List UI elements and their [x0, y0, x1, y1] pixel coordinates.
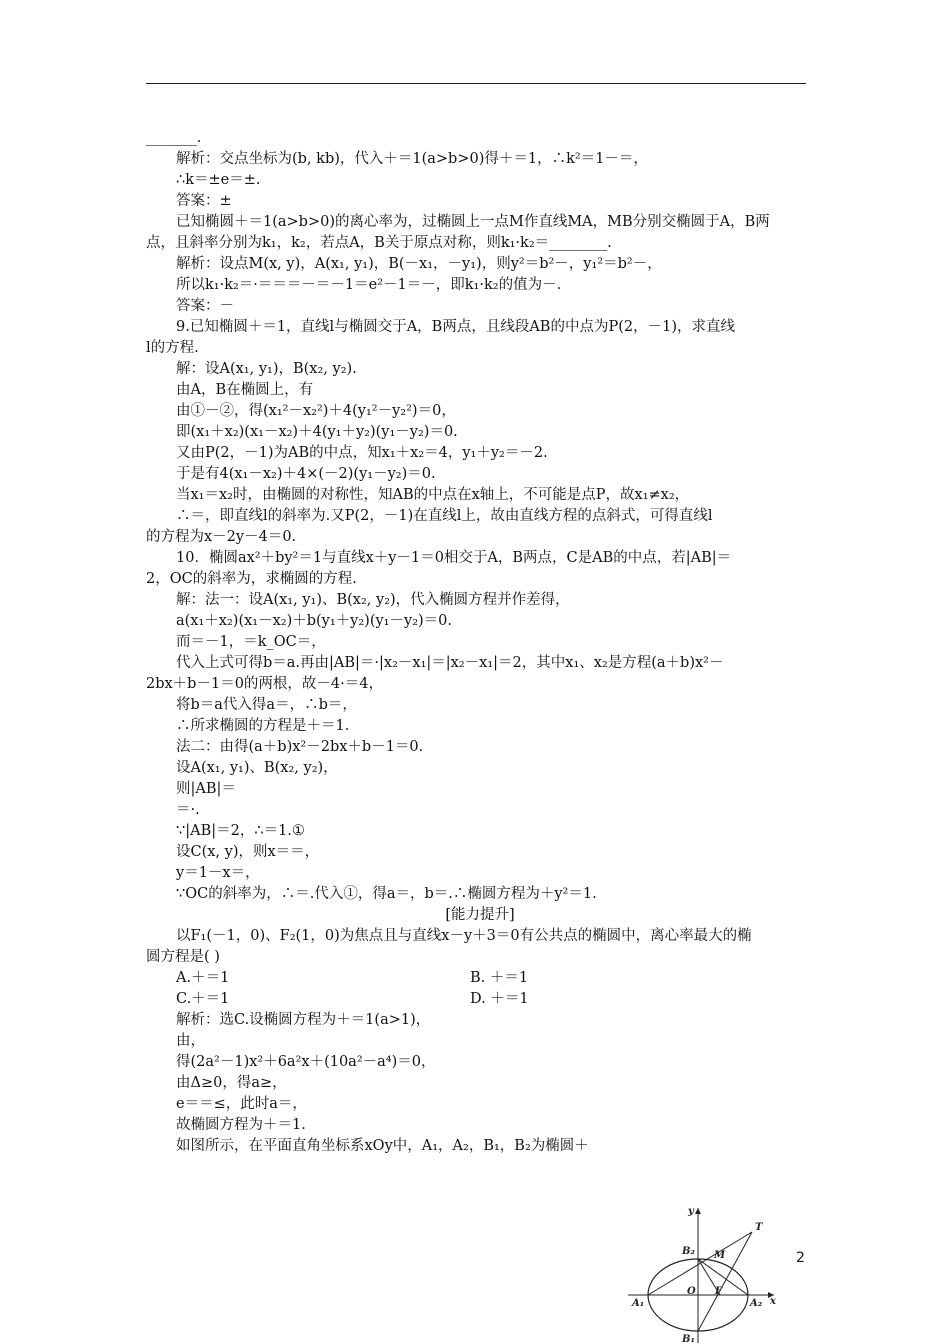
text-line: 则|AB|＝ — [176, 781, 236, 797]
text-line: e＝＝≤，此时a＝， — [176, 1096, 307, 1112]
text-line: 2bx＋b－1＝0的两根，故－4·＝4， — [146, 676, 383, 692]
text-line: 由， — [176, 1033, 205, 1049]
text-line: 圆方程是( ) — [146, 949, 220, 965]
label-a1: A₁ — [632, 1298, 645, 1309]
text-line: 10．椭圆ax²＋by²＝1与直线x＋y－1＝0相交于A，B两点，C是AB的中点，若|AB|＝ — [176, 550, 732, 566]
text-line: 代入上式可得b＝a.再由|AB|＝·|x₂－x₁|＝|x₂－x₁|＝2，其中x₁、x₂是方程(a＋b)x²－ — [176, 655, 724, 671]
y-axis-arrow — [695, 1208, 701, 1214]
text-line: 如图所示，在平面直角坐标系xOy中，A₁，A₂，B₁，B₂为椭圆＋ — [176, 1138, 589, 1154]
text-line: 即(x₁＋x₂)(x₁－x₂)＋4(y₁＋y₂)(y₁－y₂)＝0. — [176, 424, 458, 440]
text-line: l的方程. — [146, 340, 199, 356]
text-line: ∵OC的斜率为，∴＝.代入①，得a＝，b＝.∴椭圆方程为＋y²＝1. — [176, 886, 597, 902]
document-body — [146, 128, 814, 1157]
option-b: B. ＋＝1 — [470, 970, 529, 986]
text-line: a(x₁＋x₂)(x₁－x₂)＋b(y₁＋y₂)(y₁－y₂)＝0. — [176, 613, 452, 629]
label-a2: A₂ — [750, 1298, 763, 1309]
text-line: ∴k＝±e＝±. — [176, 172, 261, 188]
text-line: ∵|AB|＝2，∴＝1.① — [176, 823, 305, 839]
text-line: 得(2a²－1)x²＋6a²x＋(10a²－a⁴)＝0， — [176, 1054, 436, 1070]
text-line: 解析：设点M(x, y)，A(x₁, y₁)，B(－x₁，－y₁)，则y²＝b²－，y₁²＝b²－， — [176, 256, 662, 272]
text-line: 将b＝a代入得a＝，∴b＝， — [176, 697, 357, 713]
question-text-block — [146, 926, 814, 968]
text-line: ＝·. — [176, 802, 200, 818]
text-line: 设C(x, y)，则x＝＝， — [176, 844, 320, 860]
text-line: 解：法一：设A(x₁, y₁)、B(x₂, y₂)，代入椭圆方程并作差得， — [176, 592, 570, 608]
text-line: 解析：交点坐标为(b, kb)，代入＋＝1(a>b>0)得＋＝1，∴k²＝1－＝， — [176, 151, 648, 167]
page-number: 2 — [796, 1250, 805, 1266]
text-line: 当x₁＝x₂时，由椭圆的对称性，知AB的中点在x轴上，不可能是点P，故x₁≠x₂， — [176, 487, 690, 503]
ellipse-diagram — [622, 1200, 782, 1344]
text-line: 由A，B在椭圆上，有 — [176, 382, 314, 398]
text-line: 所以k₁·k₂＝·＝＝＝－＝－1＝e²－1＝－，即k₁·k₂的值为－. — [176, 277, 562, 293]
section-title: [能力提升] — [445, 907, 515, 923]
text-line: ∴＝，即直线l的斜率为.又P(2，－1)在直线l上，故由直线方程的点斜式，可得直线l — [176, 508, 713, 524]
label-f: F — [715, 1286, 723, 1297]
text-line: 由Δ≥0，得a≥， — [176, 1075, 287, 1091]
solution-text-block — [146, 128, 814, 905]
option-c: C.＋＝1 — [176, 991, 230, 1007]
line-b2-a2 — [698, 1259, 748, 1295]
text-line: 由①－②，得(x₁²－x₂²)＋4(y₁²－y₂²)＝0， — [176, 403, 456, 419]
ellipse-figure — [622, 1200, 782, 1344]
text-line: 点，且斜率分别为k₁，k₂，若点A，B关于原点对称，则k₁·k₂＝________. — [146, 235, 612, 251]
options-row-cd — [146, 989, 814, 1010]
text-line: 2，OC的斜率为，求椭圆的方程. — [146, 571, 357, 587]
options-row-ab — [146, 968, 814, 989]
line-a1-t — [648, 1232, 752, 1295]
header-rule — [146, 83, 806, 84]
text-line: 以F₁(－1，0)、F₂(1，0)为焦点且与直线x－y＋3＝0有公共点的椭圆中，离心率最大的椭 — [176, 928, 752, 944]
label-o: O — [687, 1286, 696, 1297]
option-d: D. ＋＝1 — [470, 991, 529, 1007]
label-x: x — [770, 1296, 776, 1307]
label-b1: B₁ — [682, 1334, 695, 1344]
option-a: A.＋＝1 — [176, 970, 230, 986]
text-line: 解：设A(x₁, y₁)，B(x₂, y₂). — [176, 361, 357, 377]
text-line: 答案：± — [176, 193, 232, 209]
label-b2: B₂ — [682, 1246, 695, 1257]
text-line: 而＝－1，＝k_OC＝， — [176, 634, 326, 650]
text-line: 答案：－ — [176, 298, 234, 314]
label-y: y — [688, 1206, 694, 1217]
text-line: _______. — [146, 130, 202, 146]
text-line: 法二：由得(a＋b)x²－2bx＋b－1＝0. — [176, 739, 424, 755]
text-line: 解析：选C.设椭圆方程为＋＝1(a>1)， — [176, 1012, 431, 1028]
text-line: 已知椭圆＋＝1(a>b>0)的离心率为，过椭圆上一点M作直线MA，MB分别交椭圆于A，B两 — [176, 214, 770, 230]
text-line: ∴所求椭圆的方程是＋＝1. — [176, 718, 350, 734]
answer-text-block — [146, 1010, 814, 1157]
label-t: T — [755, 1222, 763, 1233]
label-m: M — [714, 1250, 726, 1261]
text-line: 的方程为x－2y－4＝0. — [146, 529, 297, 545]
text-line: 9.已知椭圆＋＝1，直线l与椭圆交于A，B两点，且线段AB的中点为P(2，－1)，求直线 — [176, 319, 735, 335]
text-line: 故椭圆方程为＋＝1. — [176, 1117, 306, 1133]
text-line: 又由P(2，－1)为AB的中点，知x₁＋x₂＝4，y₁＋y₂＝－2. — [176, 445, 548, 461]
text-line: y＝1－x＝， — [176, 865, 260, 881]
text-line: 于是有4(x₁－x₂)＋4×(－2)(y₁－y₂)＝0. — [176, 466, 436, 482]
text-line: 设A(x₁, y₁)、B(x₂, y₂)， — [176, 760, 338, 776]
